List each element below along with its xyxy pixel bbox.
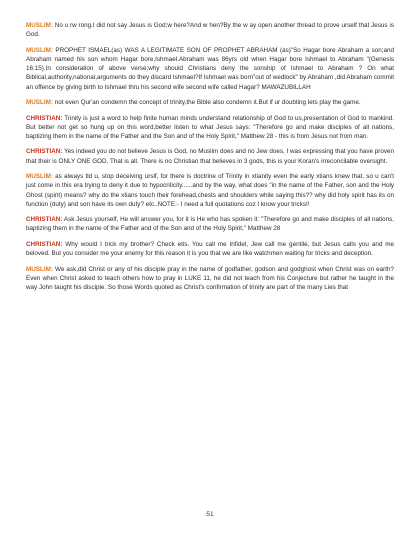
paragraph-text: Yes indeed you do not believe Jesus is God, no Muslim does and no Jew does, I was expressing that you have proven that their is ONLY ONE GOD. That is all. There is no Christian that believes in 3 gods, this is your Koran's irreconcilable oversight. xyxy=(26,148,394,165)
paragraph-text: No u rw rong.I did not say Jesus is God;w here?And w hen?By the w ay open another thread to prove urself that Jesus is God. xyxy=(26,22,394,39)
dialogue-paragraph xyxy=(26,114,394,142)
page-number: 51 xyxy=(206,511,214,518)
speaker-label: MUSLIM: xyxy=(26,99,53,107)
dialogue-paragraph xyxy=(26,172,394,209)
paragraph-text: Why would I trick my brother? Check etis. You call me Infidel, Jew call me gentile, but Jesus calls you and me beloved. But you consider me your enemy for this reason it is you that we are like watchmen waiting for tricks and deception. xyxy=(26,240,394,258)
speaker-label: CHRISTIAN: xyxy=(26,148,63,156)
dialogue-paragraph xyxy=(26,98,394,107)
dialogue-paragraph xyxy=(26,265,394,293)
speaker-label: CHRISTIAN: xyxy=(26,240,63,248)
speaker-label: CHRISTIAN: xyxy=(26,114,63,122)
paragraph-text: not even Qur'an condemn the concept of trinity,the Bible also condemn it.But if ur doubting lets play the game. xyxy=(52,99,361,107)
paragraph-text: PROPHET ISMAEL(as) WAS A LEGITIMATE SON OF PROPHET ABRAHAM (as)"So Hagar bore Abraham a son;and Abraham named his son whom Hagar bore,Ishmael.Abraham was 86yrs old when Hagar bore Ishmael to Abraham "(Genesis 16:15).In consideration of above verse;why should Christians deny the sonship of Ishmael to Abraham ? On what Biblical,authority,national,arguments do they discard Ishmael?If Ishmael was born"out of wedlock" by Abraham ,did Abraham commit an offence by giving birth to Ishmael thru his second wife second wife called Hagar? MAWAZUBILLAH xyxy=(26,46,395,91)
paragraph-text: We ask,did Christ or any of his disciple pray in the name of godfather, godson and godghost when Christ was on earth? Even when Christ asked to teach others how to pray in LUKE 11, he did not teach from his Conjecture but rather he taught in the way John taught his disciple. So those Words quoted as Christ's confirmation of trinity are part of the many Lies that xyxy=(26,265,394,292)
dialogue-paragraph xyxy=(26,215,394,233)
paragraph-text: Trinity is just a word to help finite human minds understand relationship of God to us,presentation of God to mankind. But better not get so hung up on this word,better listen to what Jesus says: "Therefore go and make disciples of all nations, baptizing them in the name of the Father and the Son and of the Holy Spirit," Matthew 28 - this is from Jesus not from man. xyxy=(26,114,394,140)
dialogue-paragraph xyxy=(26,21,394,39)
speaker-label: MUSLIM: xyxy=(26,46,53,54)
speaker-label: MUSLIM: xyxy=(26,173,53,181)
dialogue-paragraph xyxy=(26,240,394,258)
speaker-label: MUSLIM: xyxy=(26,265,53,273)
paragraph-text: Ask Jesus yourself, He will answer you, for it is He who has spoken it: "Therefore go and make disciples of all nations, baptizing them in the name of the Father and of the Son and of the Holy Spirit," Matthew 28 xyxy=(26,216,394,233)
paragraph-text: as always tld u, stop deceiving urslf, for there is doctrine of Trinity in xtianity even the early xtians knew that. so u can't just come in this era trying to deny it due to hypocriticity......and by the way, what does "in the name of the Father, son and the Holy Ghost (spirit) means? why do the xtians touch their forehead,chests and shoulders while saying this?? why did holy spirit has its on function (duty) and son have its own duty? etc..NOTE:- I need a full quotations coz I know your tricks!! xyxy=(26,173,394,208)
dialogue-paragraph xyxy=(26,46,394,92)
dialogue-paragraph xyxy=(26,147,394,165)
speaker-label: MUSLIM: xyxy=(26,22,53,29)
speaker-label: CHRISTIAN: xyxy=(26,216,63,224)
